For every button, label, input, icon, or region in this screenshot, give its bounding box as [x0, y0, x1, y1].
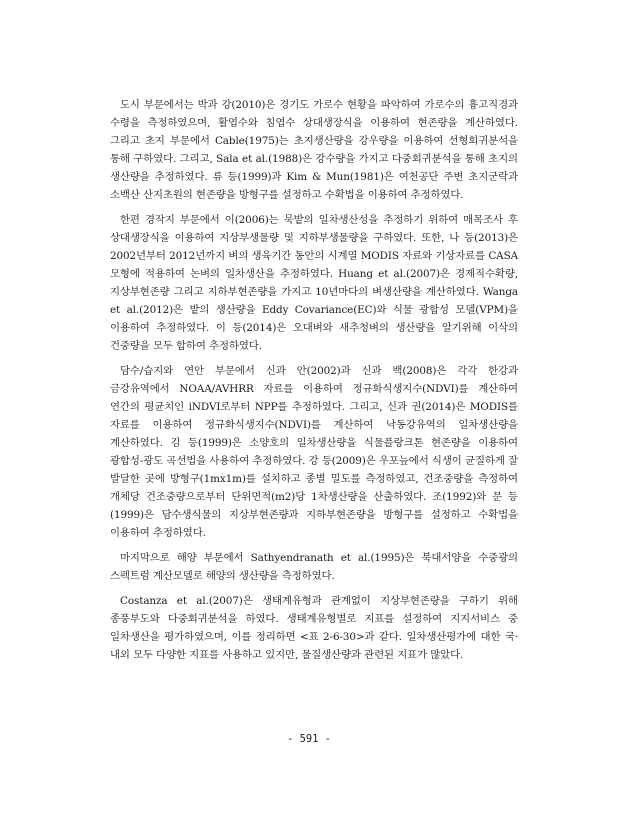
document-body	[110, 96, 518, 671]
paragraph-costanza: Costanza et al.(2007)은 생태계유형과 관계없이 지상부현존량을 구하기 위해 종풍부도와 다중회귀분석을 하였다. 생태계유형별로 지표를 설정하여 지지서비스 중 일차생산을 평가하였으며, 이를 정리하면 <표 2-6-30>과 같다. 일차생산평가에 대한 국·내외 모두 다양한 지표를 사용하고 있지만, 물질생산량과 관련된 지표가 많았다.	[110, 595, 518, 661]
paragraph-marine: 마지막으로 해양 부문에서 Sathyendranath et al.(1995)은 북대서양을 수중광의 스펙트럼 계산모델로 해양의 생산량을 측정하였다.	[110, 552, 518, 582]
paragraph-wetland-coastal: 담수/습지와 연안 부문에서 신과 안(2002)과 신과 백(2008)은 각각 한강과 금강유역에서 NOAA/AVHRR 자료를 이용하여 정규화식생지수(NDVI)를 계산하여 연간의 평균치인 iNDVI로부터 NPP를 추정하였다. 그리고, 신과 권(2014)은 MODIS를 자료를 이용하여 정규화식생지수(NDVI)를 계산하여 낙동강유역의 일차생산량을 계산하였다. 김 등(1999)은 소양호의 일차생산량을 식물플랑크톤 현존량을 이용하여 광합성-광도 곡선법을 사용하여 추정하였다. 강 등(2009)은 우포늪에서 식생이 균질하게 잘 발달한 곳에 방형구(1mx1m)를 설치하고 종별 밀도를 측정하였고, 건조중량을 측정하여 개체당 건조중량으로부터 단위면적(m2)당 1차생산량을 산출하였다. 조(1992)와 문 등(1999)은 담수생식물의 지상부현존량과 지하부현존량을 방형구를 설정하고 수확법을 이용하여 추정하였다.	[110, 365, 518, 539]
paragraph-cropland: 한편 경작지 부문에서 이(2006)는 묵밭의 일차생산성을 추정하기 위하여 매목조사 후 상대생장식을 이용하여 지상부생물량 및 지하부생물량을 구하였다. 또한, 나 등(2013)은 2002년부터 2012년까지 벼의 생육기간 동안의 시계열 MODIS 자료와 기상자료를 CASA 모형에 적용하여 논벼의 일차생산을 추정하였다. Huang et al.(2007)은 경제직수확량, 지상부현존량 그리고 지하부현존량을 가지고 10년마다의 벼생산량을 계산하였다. Wanga et al.(2012)은 밭의 생산량을 Eddy Covariance(EC)와 식물 광합성 모델(VPM)을 이용하여 추정하였다. 이 등(2014)은 오대벼와 새추청벼의 생산량을 알기위해 이삭의 건중량을 모두 합하여 추정하였다.	[110, 214, 518, 352]
page-number: - 591 -	[287, 733, 331, 745]
paragraph-urban-grassland: 도시 부문에서는 박과 강(2010)은 경기도 가로수 현황을 파악하여 가로수의 흉고직경과 수령을 측정하였으며, 활엽수와 침엽수 상대생장식을 이용하여 현존량을 계산하였다. 그리고 초지 부문에서 Cable(1975)는 초지생산량을 강우량을 이용하여 선형회귀분석을 통해 구하였다. 그리고, Sala et al.(1988)은 강수량을 가지고 다중회귀분석을 통해 초지의 생산량을 추정하였다. 류 등(1999)과 Kim & Mun(1981)은 여천공단 주변 초지군락과 소백산 산지초원의 현존량을 방형구를 설정하고 수확법을 이용하여 추정하였다.	[110, 99, 518, 201]
